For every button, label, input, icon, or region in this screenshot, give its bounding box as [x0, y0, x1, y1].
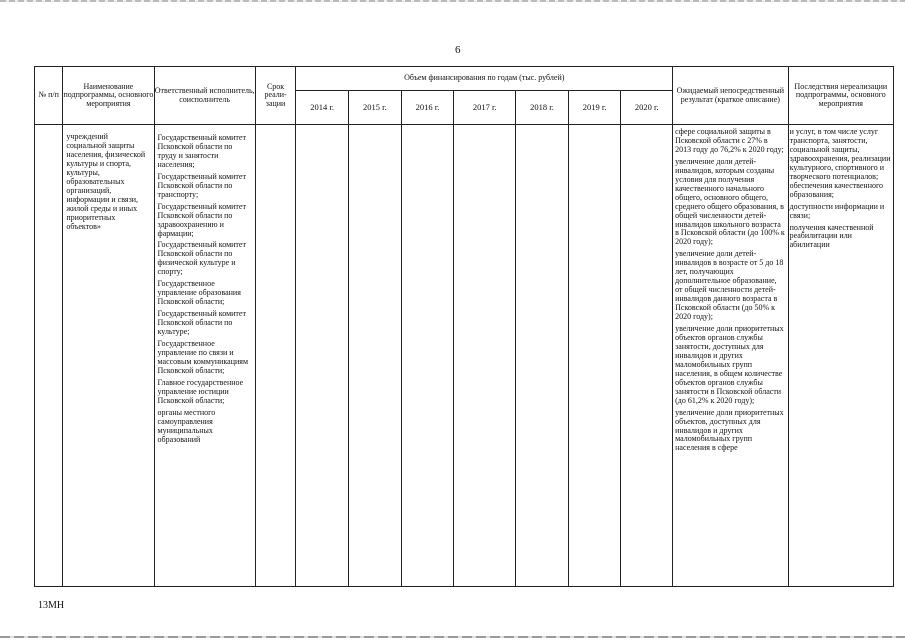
header-year: 2018 г. [516, 91, 569, 125]
header-year: 2019 г. [568, 91, 621, 125]
result-entry: сфере социальной защиты в Псковской области с 27% в 2013 году до 76,2% к 2020 году; [675, 127, 784, 154]
cell-year-value [454, 125, 516, 587]
header-term: Срок реали-зации [255, 67, 296, 125]
cell-year-value [516, 125, 569, 587]
cell-year-value [296, 125, 349, 587]
responsible-entry: Государственный комитет Псковской области по культуре; [157, 309, 246, 337]
cell-name [63, 125, 154, 587]
page-number: 6 [455, 44, 461, 56]
scan-edge-bottom [0, 636, 905, 638]
responsible-entry: органы местного самоуправления муниципальных образований [157, 407, 216, 444]
cell-year-value [568, 125, 621, 587]
cell-responsible [154, 125, 255, 587]
cell-year-value [349, 125, 402, 587]
footer-code: 13МН [38, 600, 65, 611]
responsible-entry: Государственное управление образования Псковской области; [157, 279, 241, 307]
responsible-entry: Государственный комитет Псковской области по здравоохранению и фармации; [157, 201, 246, 238]
program-table [34, 66, 894, 587]
cell-year-value [621, 125, 673, 587]
table-row [35, 125, 894, 587]
consequence-entry: и услуг, в том числе услуг транспорта, занятости, социальной защиты, здравоохранения, реализации культурного, спортивного и творческого потенциалов; обеспечения качественного образования; [789, 127, 891, 199]
consequence-entry: доступности информации и связи; [789, 201, 885, 220]
cell-consequences [788, 125, 893, 587]
header-year: 2020 г. [621, 91, 673, 125]
responsible-entry: Государственный комитет Псковской области по труду и занятости населения; [157, 133, 246, 169]
header-year: 2016 г. [401, 91, 454, 125]
responsible-entry: Государственный комитет Псковской области по физической культуре и спорту; [157, 240, 246, 277]
activity-name: учреждений социальной защиты населения, физической культуры и спорта, культуры, образовательных организаций, информации и связи, жилой среды и иных приоритетных объектов» [66, 132, 146, 231]
responsible-entry: Государственный комитет Псковской области по транспорту; [157, 171, 246, 199]
responsible-entry: Главное государственное управление юстиции Псковской области; [157, 377, 244, 405]
cell-result [673, 125, 788, 587]
header-num: № п/п [35, 67, 63, 125]
result-entry: увеличение доли приоритетных объектов органов службы занятости, доступных для инвалидов и других маломобильных групп населения, в общем количестве объектов органов службы занятости в Псковской области (до 61,2% к 2020 году); [675, 324, 784, 405]
cell-term [255, 125, 296, 587]
header-name: Наименование подпрограммы, основного мероприятия [63, 67, 154, 125]
result-entry: увеличение доли детей-инвалидов в возрасте от 5 до 18 лет, получающих дополнительное образование, от общей численности детей-инвалидов данного возраста в Псковской области (до 50% к 2020 году); [675, 249, 784, 322]
header-result: Ожидаемый непосредственный результат (краткое описание) [673, 67, 788, 125]
responsible-entry: Государственное управление по связи и массовым коммуникациям Псковской области; [157, 339, 249, 375]
scan-edge-top [0, 0, 905, 2]
result-entry: увеличение доли приоритетных объектов, доступных для инвалидов и других маломобильных групп населения в сфере [675, 407, 784, 453]
header-year: 2015 г. [349, 91, 402, 125]
header-consequences: Последствия нереализации подпрограммы, основного мероприятия [788, 67, 893, 125]
header-funding: Объем финансирования по годам (тыс. рублей) [296, 67, 673, 91]
cell-num [35, 125, 63, 587]
consequence-entry: получения качественной реабилитации или абилитации [789, 222, 874, 250]
cell-year-value [401, 125, 454, 587]
header-year: 2014 г. [296, 91, 349, 125]
result-entry: увеличение доли детей-инвалидов, которым созданы условия для получения качественного начального общего, основного общего, среднего общего образования, в общей численности детей-инвалидов школьного возраста в Псковской области (до 100% к 2020 году); [675, 156, 785, 247]
header-responsible: Ответственный исполнитель, соисполнитель [154, 67, 255, 125]
header-year: 2017 г. [454, 91, 516, 125]
